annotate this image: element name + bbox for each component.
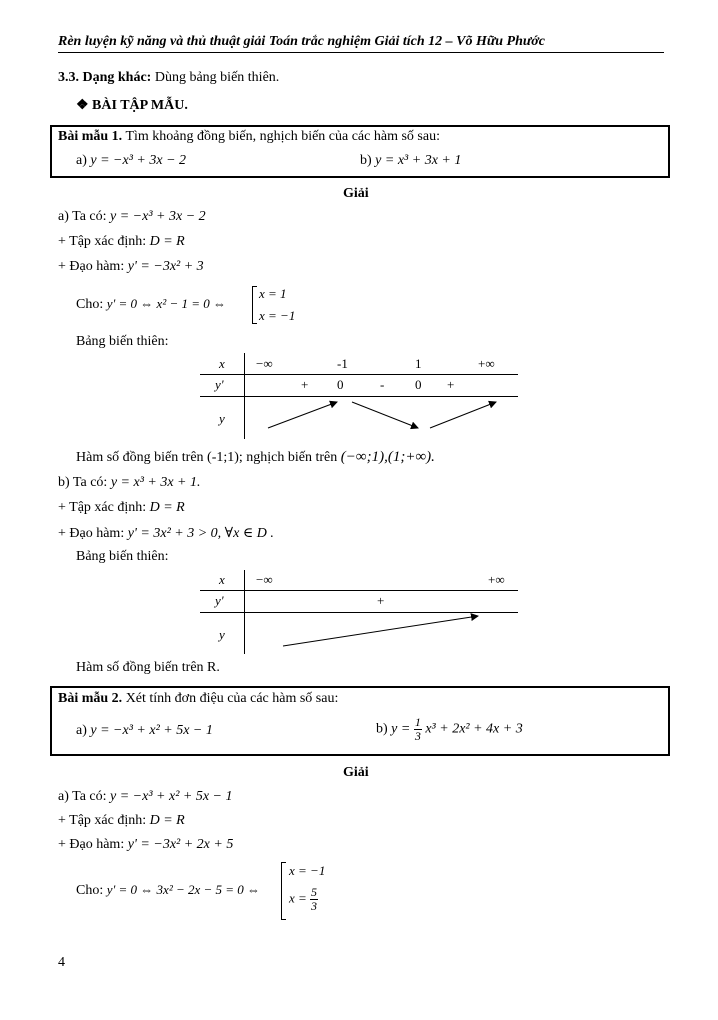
- sol2a-root1: x = −1: [289, 863, 326, 878]
- sol2a-cho-label: Cho:: [76, 883, 104, 898]
- sol1a-line2-fn: D = R: [149, 234, 185, 249]
- sol1a-root1: x = 1: [259, 286, 287, 301]
- sol2a-root2-num: 5: [311, 885, 318, 899]
- table1-arrow-up-1: [268, 402, 337, 428]
- sol2a-line1-label: a) Ta có:: [58, 789, 107, 804]
- table1-y-label: y: [219, 411, 225, 426]
- example-2-b-frac-num: 1: [414, 715, 421, 729]
- table1-arrow-down: [352, 402, 418, 428]
- table1-arrow-up-2: [430, 402, 496, 428]
- table1-x-val: 1: [415, 356, 422, 371]
- sol1a-cho-eq: y' = 0 ⇔ x² − 1 = 0 ⇔: [106, 296, 227, 311]
- sol1b-line1-label: b) Ta có:: [58, 475, 108, 490]
- sol2a-cho-eq: y' = 0 ⇔ 3x² − 2x − 5 = 0 ⇔: [106, 882, 261, 897]
- sol2a-line2-fn: D = R: [149, 813, 185, 828]
- example-2-a: [76, 723, 213, 739]
- table2-arrow-up: [283, 616, 478, 646]
- example-2-b: [376, 716, 523, 743]
- sol2a-root2-den: 3: [311, 899, 318, 913]
- sol2a-line1-fn: y = −x³ + x² + 5x − 1: [110, 789, 233, 804]
- table2-y-label: y: [219, 627, 225, 642]
- bai-tap-mau-heading: ❖ BÀI TẬP MẪU.: [76, 98, 188, 113]
- sol1a-cho-label: Cho:: [76, 297, 104, 312]
- table1-sign: -: [380, 377, 385, 392]
- sol1b-line2-label: + Tập xác định:: [58, 500, 147, 515]
- table1-x-val: -1: [337, 356, 348, 371]
- sol1b-line3: [58, 525, 274, 542]
- sol2a-root2-fraction: [310, 886, 318, 913]
- page-number: 4: [58, 955, 65, 970]
- section-text: Dùng bảng biến thiên.: [154, 70, 280, 85]
- table2-hline-1: [200, 590, 518, 591]
- sol1a-line2-label: + Tập xác định:: [58, 234, 147, 249]
- example-2-b-fraction: [414, 716, 422, 743]
- sol1a-line3-fn: y' = −3x² + 3: [127, 259, 204, 274]
- table1-x-label: x: [219, 356, 225, 371]
- sol1b-bbt-label: Bảng biến thiên:: [76, 549, 169, 564]
- section-label: 3.3. Dạng khác:: [58, 70, 152, 85]
- example-2-b-label: b): [376, 721, 388, 737]
- table1-sign: +: [447, 377, 455, 392]
- sol2a-line1: [58, 789, 233, 805]
- sol1b-line3-label: + Đạo hàm:: [58, 526, 125, 541]
- sol1a-root2: x = −1: [259, 308, 296, 323]
- sol1b-conclusion: Hàm số đồng biến trên R.: [76, 660, 220, 675]
- example-2-prompt: [58, 691, 338, 707]
- running-header: Rèn luyện kỹ năng và thủ thuật giải Toán trắc nghiệm Giải tích 12 – Võ Hữu Phước: [58, 34, 546, 49]
- example-2-a-label: a): [76, 723, 87, 738]
- sol2a-line2-label: + Tập xác định:: [58, 813, 147, 828]
- solution-2-heading: Giải: [343, 765, 369, 780]
- table1-sign: 0: [415, 377, 422, 392]
- sol1b-line1: [58, 475, 201, 491]
- example-1-a-label: a): [76, 153, 87, 168]
- example-1-b-fn: y = x³ + 3x + 1: [375, 153, 462, 168]
- sol1a-line1-fn: y = −x³ + 3x − 2: [110, 209, 206, 224]
- solution-1-heading: Giải: [343, 186, 369, 201]
- sol2a-line3-label: + Đạo hàm:: [58, 837, 125, 852]
- example-1-a-fn: y = −x³ + 3x − 2: [90, 153, 187, 168]
- table1-x-val: −∞: [256, 356, 273, 371]
- sol2a-cho: [76, 882, 260, 899]
- example-1-title: Bài mẫu 1.: [58, 129, 123, 144]
- table2-sign: +: [377, 593, 385, 608]
- table1-sign: 0: [337, 377, 344, 392]
- table2-x-val: −∞: [256, 572, 273, 587]
- table1-x-val: +∞: [478, 356, 495, 371]
- example-2-b-frac-den: 3: [414, 729, 421, 743]
- sol1a-conclusion: [76, 449, 435, 466]
- sol2a-line3: [58, 837, 233, 853]
- example-1-text: Tìm khoảng đồng biến, nghịch biến của các hàm số sau:: [125, 129, 440, 144]
- sol2a-line3-fn: y' = −3x² + 2x + 5: [127, 837, 234, 852]
- example-2-title: Bài mẫu 2.: [58, 691, 123, 706]
- table1-yp-label: y': [215, 377, 224, 392]
- table2-hline-2: [200, 612, 518, 613]
- sol1a-conclusion-text: Hàm số đồng biến trên (-1;1); nghịch biến trên: [76, 450, 338, 465]
- sol1b-line1-fn: y = x³ + 3x + 1.: [110, 475, 201, 490]
- example-2-text: Xét tính đơn điệu của các hàm số sau:: [125, 691, 339, 706]
- example-2-a-fn: y = −x³ + x² + 5x − 1: [90, 723, 213, 738]
- table2-x-val: +∞: [488, 572, 505, 587]
- table2-x-label: x: [219, 572, 225, 587]
- table1-sign: +: [301, 377, 309, 392]
- table2-yp-label: y': [215, 593, 224, 608]
- sol1b-line2-fn: D = R: [149, 500, 185, 515]
- sol1a-line3-label: + Đạo hàm:: [58, 259, 125, 274]
- sol2a-brace: [281, 862, 286, 920]
- sol1a-line1-label: a) Ta có:: [58, 209, 107, 224]
- example-2-b-fn-pre: y =: [391, 721, 411, 737]
- sol1a-conclusion-intervals: (−∞;1),(1;+∞).: [340, 449, 435, 465]
- sol1b-line3-fn: y' = 3x² + 3 > 0, ∀x ∈ D .: [127, 526, 274, 541]
- sol1b-line2: [58, 500, 185, 516]
- sol2a-root2: [289, 886, 318, 913]
- example-2-b-fn-post: x³ + 2x² + 4x + 3: [425, 721, 523, 737]
- example-1-b-label: b): [360, 153, 372, 168]
- sol2a-line2: [58, 813, 185, 829]
- sol2a-root2-pre: x =: [289, 890, 307, 906]
- sol1a-bbt-label: Bảng biến thiên:: [76, 334, 169, 349]
